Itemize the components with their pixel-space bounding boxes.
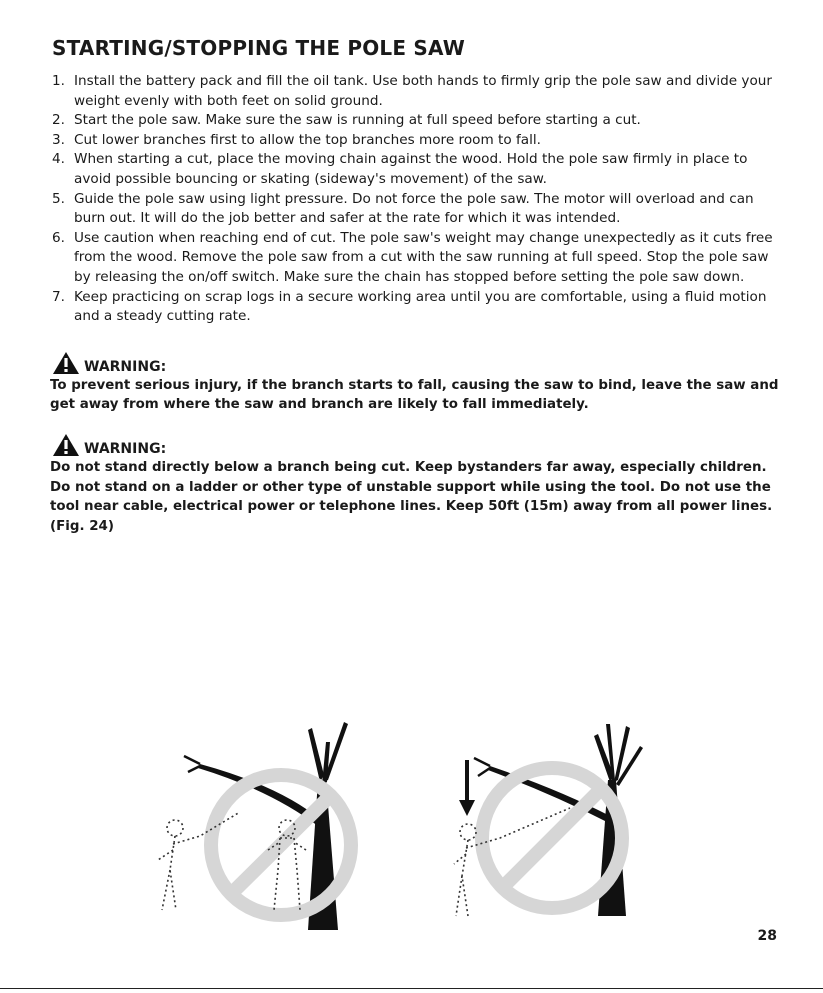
warning-block <box>52 431 782 536</box>
section-title: STARTING/STOPPING THE POLE SAW <box>52 36 466 60</box>
list-item <box>52 72 782 111</box>
warning-block <box>52 349 782 415</box>
list-item <box>52 131 782 151</box>
warning-text: To prevent serious injury, if the branch starts to fall, causing the saw to bind, leave the saw and get away from where the saw and branch are likely to fall immediately. <box>50 377 779 413</box>
step-number: 1. <box>52 73 65 89</box>
bottom-rule <box>0 988 823 989</box>
step-text: Keep practicing on scrap logs in a secure working area until you are comfortable, using a fluid motion and a steady cutting rate. <box>74 288 767 325</box>
step-number: 6. <box>52 229 65 246</box>
list-item <box>52 111 782 131</box>
step-number: 5. <box>52 190 65 207</box>
step-text: Cut lower branches first to allow the top branches more room to fall. <box>74 131 541 148</box>
list-item <box>52 150 782 189</box>
prohibited-bystander-icon <box>158 722 351 930</box>
list-item <box>52 229 782 288</box>
warning-label: WARNING: <box>84 358 167 375</box>
warning-triangle-icon <box>52 351 80 375</box>
step-text: When starting a cut, place the moving chain against the wood. Hold the pole saw firmly in place to avoid possible bouncing or skating (sideway's movement) of the saw. <box>74 151 748 187</box>
step-number: 3. <box>52 131 65 148</box>
prohibited-under-branch-icon <box>454 724 643 916</box>
step-text: Install the battery pack and fill the oil tank. Use both hands to firmly grip the pole saw and divide your weight evenly with both feet on solid ground. <box>74 73 773 109</box>
step-text: Guide the pole saw using light pressure. Do not force the pole saw. The motor will overload and can burn out. It will do the job better and safer at the rate for which it was intended. <box>74 190 754 227</box>
step-text: Start the pole saw. Make sure the saw is running at full speed before starting a cut. <box>74 112 641 129</box>
page-number: 28 <box>757 928 777 944</box>
list-item <box>52 288 782 327</box>
step-number: 2. <box>52 112 65 129</box>
step-text: Use caution when reaching end of cut. The pole saw's weight may change unexpectedly as it cuts free from the wood. Remove the pole saw from a cut with the saw running at full speed. Stop the pole saw by releasing the on/off switch. Make sure the chain has stopped before setting the pole saw down. <box>74 229 773 285</box>
warning-label: WARNING: <box>84 440 167 457</box>
list-item <box>52 190 782 229</box>
steps-list <box>52 72 782 327</box>
manual-page <box>52 36 782 536</box>
safety-figure <box>140 720 680 930</box>
step-number: 7. <box>52 288 65 305</box>
warning-heading <box>52 431 782 457</box>
step-number: 4. <box>52 151 65 168</box>
warning-triangle-icon <box>52 433 80 457</box>
warning-text: Do not stand directly below a branch being cut. Keep bystanders far away, especially children. Do not stand on a ladder or other type of unstable support while using the tool. Do not use the tool near cable, electrical power or telephone lines. Keep 50ft (15m) away from all power lines. (Fig. 24) <box>50 459 773 534</box>
warning-heading <box>52 349 782 375</box>
